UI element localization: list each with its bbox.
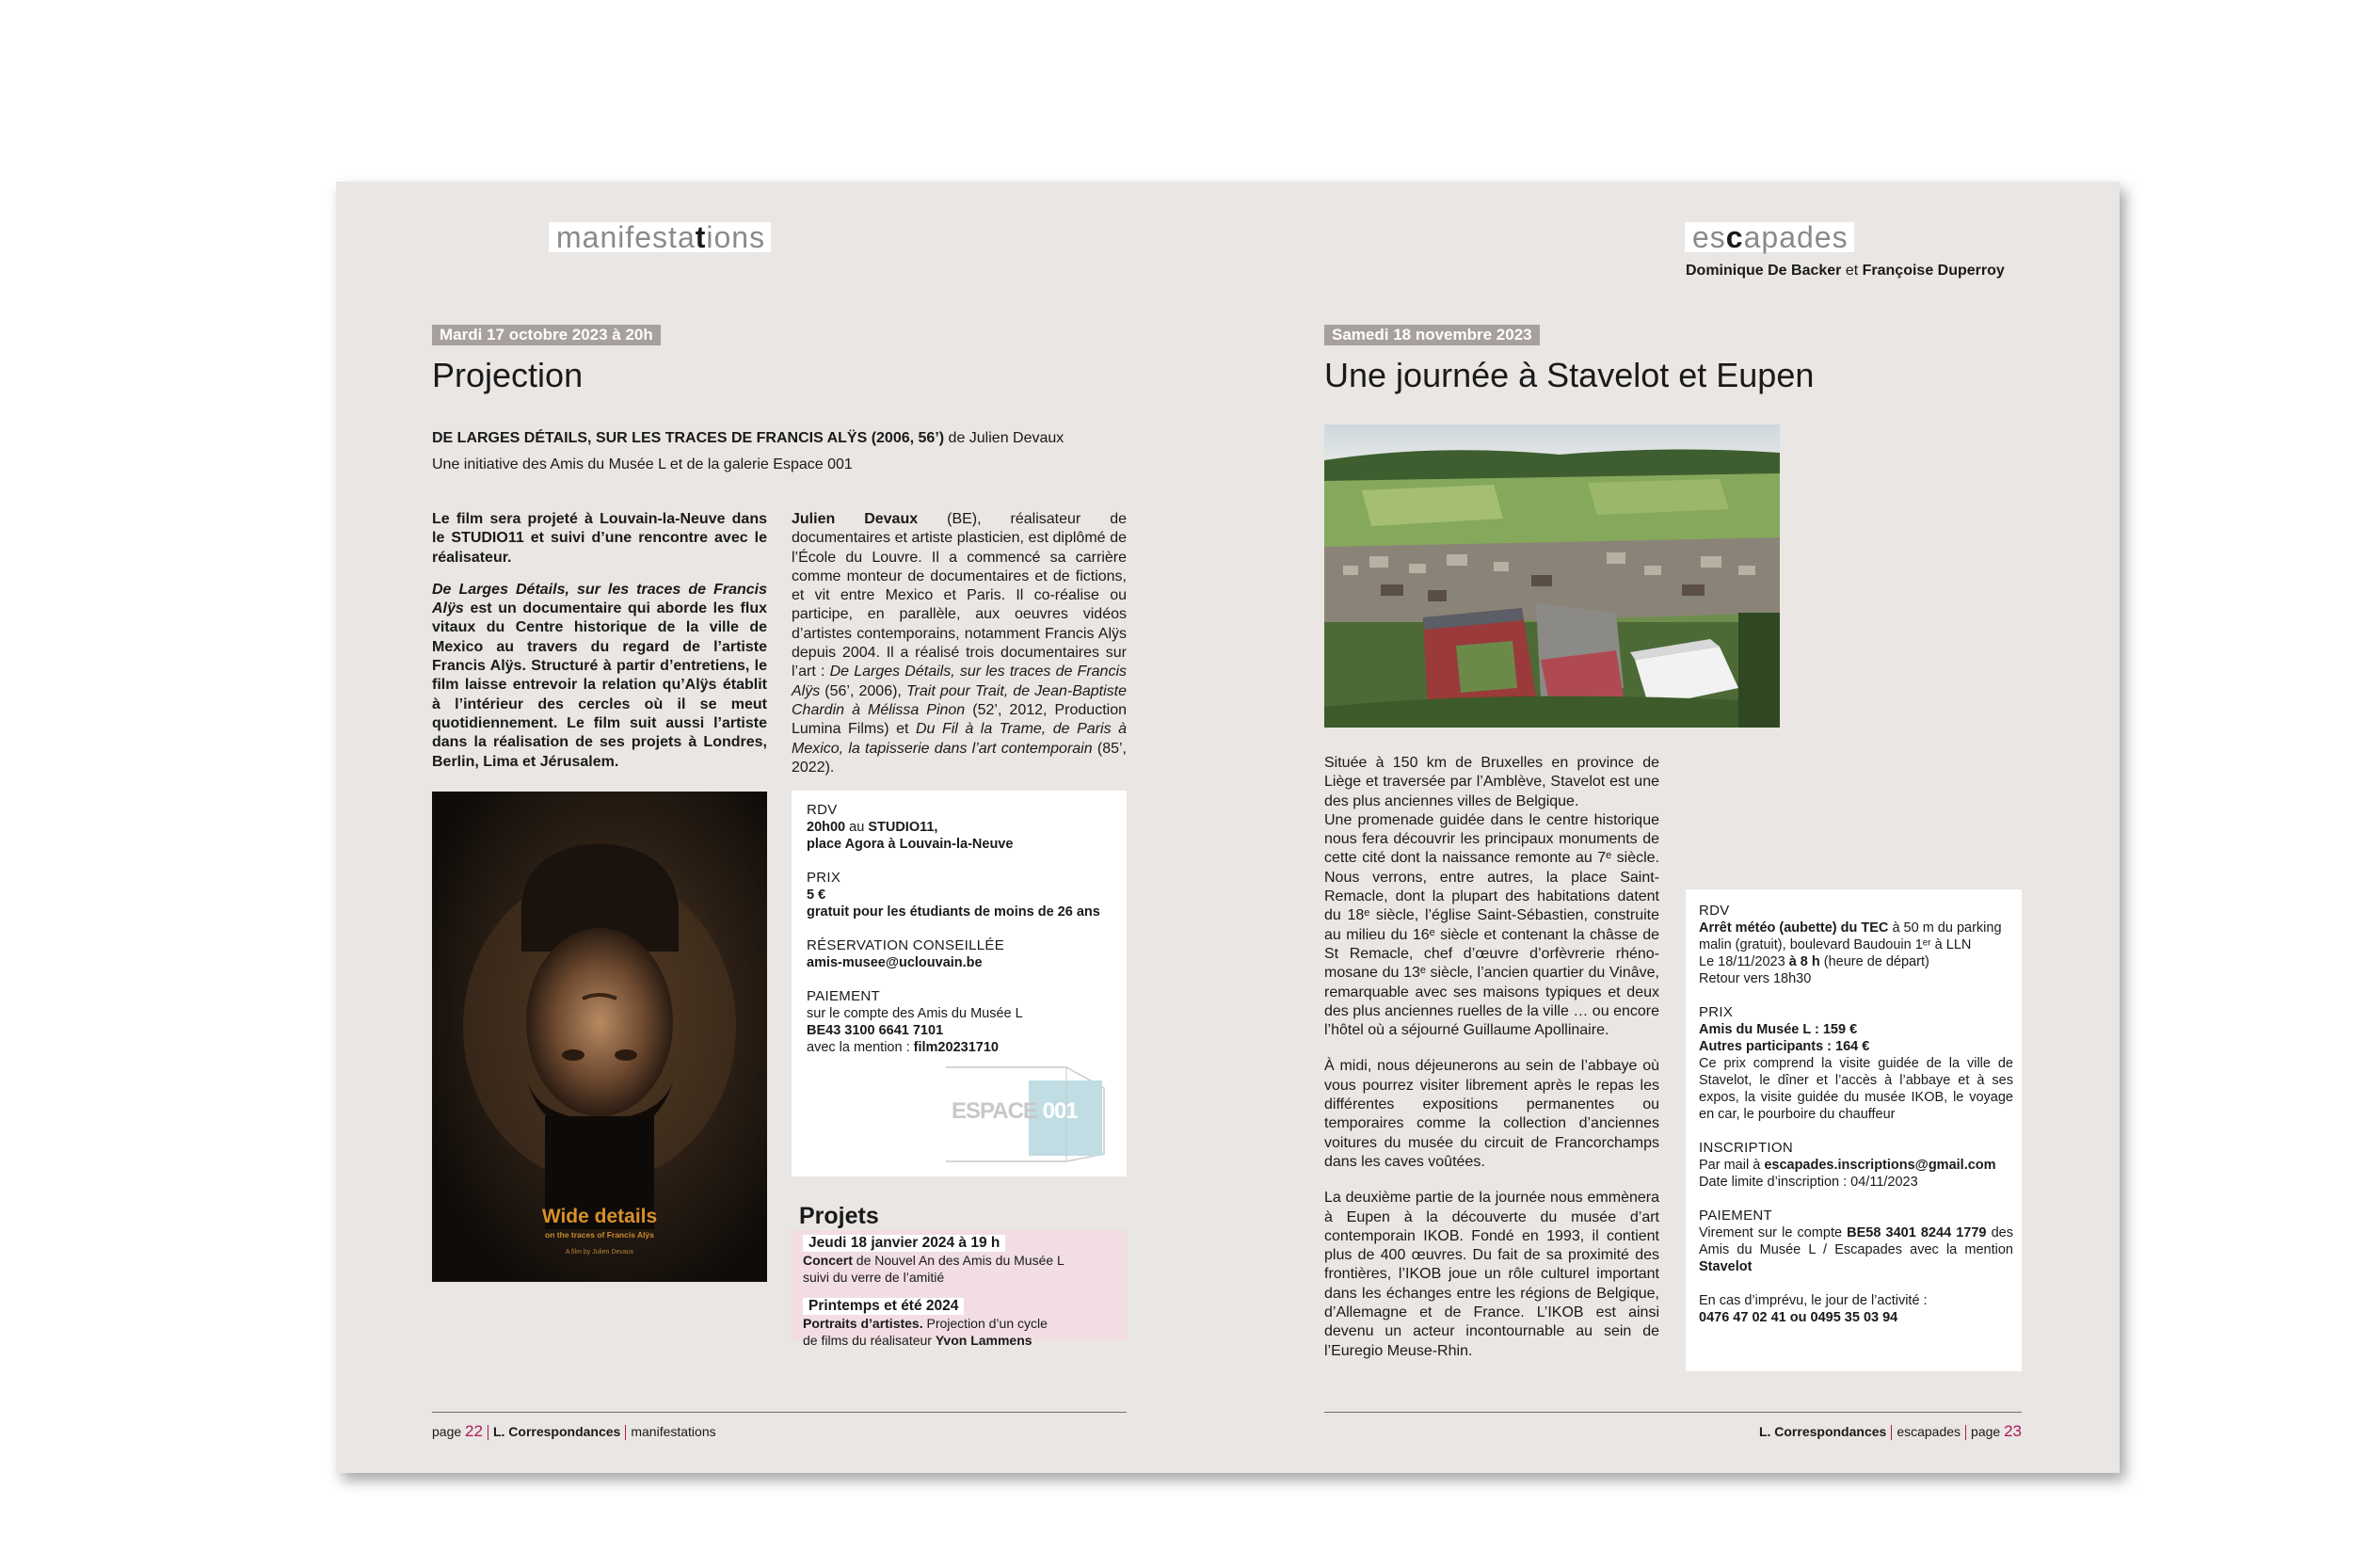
page-title: Une journée à Stavelot et Eupen xyxy=(1324,356,1815,394)
price-block: PRIX Amis du Musée L : 159 € Autres participants : 164 € Ce prix comprend la visite guidée de la ville de Stavelot, le dîner et l’accès à l’abbaye et à ses expos, la visite guidée du musée IKOB, le voyage en car, le pourboire du chauffeur xyxy=(1699,1004,2013,1122)
magazine-spread xyxy=(336,182,2120,1473)
event-date-badge: Mardi 17 octobre 2023 à 20h xyxy=(432,325,661,345)
rdv-block: RDV 20h00 au STUDIO11, place Agora à Louvain-la-Neuve xyxy=(807,802,1014,852)
text-column-2: Julien Devaux (BE), réalisateur de documentaires et artiste plasticien, est diplômé de l’École du Louvre. Il a commencé sa carrière comme monteur de documentaires et de fictions, et vit entre Mexico et Paris. Il co-réalise ou participe, en parallèle, aux oeuvres vidéos d’artistes contemporains, notamment Francis Alÿs depuis 2004. Il a réalisé trois documentaires sur l’art : De Larges Détails, sur les traces de Francis Alÿs (56’, 2006), Trait pour Trait, de Jean-Baptiste Chardin à Mélissa Pinon (52’, 2012, Production Lumina Films) et Du Fil à la Trame, de Paris à Mexico, la tapisserie dans l’art contemporain (85’, 2022). xyxy=(792,511,1128,776)
footer-right: L. Correspondances escapades page 23 xyxy=(1758,1422,2022,1440)
film-poster xyxy=(432,792,767,1282)
poster-subtitle: on the traces of Francis Alÿs xyxy=(545,1230,654,1240)
trip-info-box xyxy=(1686,889,2022,1371)
reservation-block: RÉSERVATION CONSEILLÉE amis-musee@uclouvain.be xyxy=(807,937,1117,971)
text-column-1: Le film sera projeté à Louvain-la-Neuve dans le STUDIO11 et suivi d’une rencontre avec le réalisateur. De Larges Détails, sur les traces de Francis Alÿs est un documentaire qui aborde les flux vitaux du Centre historique de la ville de Mexico au travers du regard de l’artiste Francis Alÿs. Structuré à partir d’entretiens, le film laisse entrevoir la relation qu’Alÿs établit à l’intérieur des cercles où il se meut quotidiennement. Le film suit aussi l’artiste dans la réalisation de ses projets à Londres, Berlin, Lima et Jérusalem. xyxy=(432,511,767,770)
section-tag-escapades: escapades xyxy=(1685,222,1854,252)
emergency-contact-block: En cas d’imprévu, le jour de l’activité : 0476 47 02 41 ou 0495 35 03 94 xyxy=(1699,1293,1928,1325)
price-block: PRIX 5 € gratuit pour les étudiants de moins de 26 ans xyxy=(807,870,1100,920)
poster-credit: A film by Julien Devaux xyxy=(565,1249,634,1256)
rdv-block: RDV Arrêt météo (aubette) du TEC à 50 m du parking malin (gratuit), boulevard Baudouin 1ᵉʳ à LLN Le 18/11/2023 à 8 h (heure de départ) Retour vers 18h30 xyxy=(1699,903,2002,986)
upcoming-projects-box: Jeudi 18 janvier 2024 à 19 h Concert de Nouvel An des Amis du Musée L suivi du verre de l’amitié Printemps et été 2024 Portraits d’artistes. Projection d’un cycle de films du réalisateur Yvon Lammens xyxy=(792,1230,1127,1341)
event-date-badge: Samedi 18 novembre 2023 xyxy=(1324,325,1540,345)
project-1-date: Jeudi 18 janvier 2024 à 19 h xyxy=(803,1235,1005,1252)
initiative-line: Une initiative des Amis du Musée L et de la galerie Espace 001 xyxy=(432,456,853,472)
footer-rule-right xyxy=(1324,1412,2022,1413)
article-authors: Dominique De Backer et Françoise Duperroy xyxy=(1686,263,2005,279)
article-text: Située à 150 km de Bruxelles en province de Liège et traversée par l’Amblève, Stavelot est une des plus anciennes villes de Belgique. Une promenade guidée dans le centre historique nous fera découvrir les principaux monuments de cette cité dont la naissance remonte au 7ᵉ siècle. Nous verrons, entre autres, la place Saint-Remacle, dont la plupart des habitations datent du 18ᵉ siècle, l’église Saint-Sébastien, construite au milieu du 16ᵉ siècle et contenant la châsse de St Remacle, chef d’œuvre d’orfèvrerie rhéno-mosane du 13ᵉ siècle, l’ancien quartier du Vinâve, remarquable avec ses maisons typiques et deux des plus anciennes ruelles de la ville … ou encore l’hôtel où a séjourné Guillaume Apollinaire. À midi, nous déjeunerons au sein de l’abbaye où vous pourrez visiter librement après le repas les différentes expositions permanentes ou temporaires comme la collection d’anciennes voitures du musée du circuit de Francorchamps dans les caves voûtées. La deuxième partie de la journée nous emmènera à Eupen à la découverte du musée d’art contemporain IKOB. Fondé en 1993, il contient plus de 400 œuvres. Du fait de sa proximité des frontières, l’IKOB joue un rôle culturel important dans les échanges entre les régions de Belgique, d’Allemagne et de France. L’IKOB est ainsi devenu un acteur incontournable au sein de l’Euregio Meuse-Rhin. xyxy=(1324,755,1659,1359)
payment-block: PAIEMENT Virement sur le compte BE58 3401 8244 1779 des Amis du Musée L / Escapades avec la mention Stavelot xyxy=(1699,1208,2013,1274)
projects-heading: Projets xyxy=(799,1203,879,1229)
footer-rule-left xyxy=(432,1412,1127,1413)
film-subtitle: DE LARGES DÉTAILS, SUR LES TRACES DE FRANCIS ALŸS (2006, 56’) de Julien Devaux xyxy=(432,430,1064,446)
stavelot-aerial-photo xyxy=(1324,424,1780,728)
payment-block: PAIEMENT sur le compte des Amis du Musée L BE43 3100 6641 7101 avec la mention : film20231710 xyxy=(807,988,1023,1055)
section-tag-manifestations: manifestations xyxy=(549,222,771,252)
registration-block: INSCRIPTION Par mail à escapades.inscriptions@gmail.com Date limite d’inscription : 04/11/2023 xyxy=(1699,1140,1996,1190)
project-2-date: Printemps et été 2024 xyxy=(803,1298,964,1315)
poster-title: Wide details xyxy=(541,1206,658,1227)
reservation-email-link[interactable]: amis-musee@uclouvain.be xyxy=(807,955,983,970)
espace-001-logo: ESPACE 001 xyxy=(944,1060,1110,1163)
registration-email-link[interactable]: escapades.inscriptions@gmail.com xyxy=(1764,1158,1996,1173)
event-info-box xyxy=(792,791,1127,1176)
page-title: Projection xyxy=(432,356,584,394)
footer-left: page 22 L. Correspondances manifestations xyxy=(432,1422,716,1440)
